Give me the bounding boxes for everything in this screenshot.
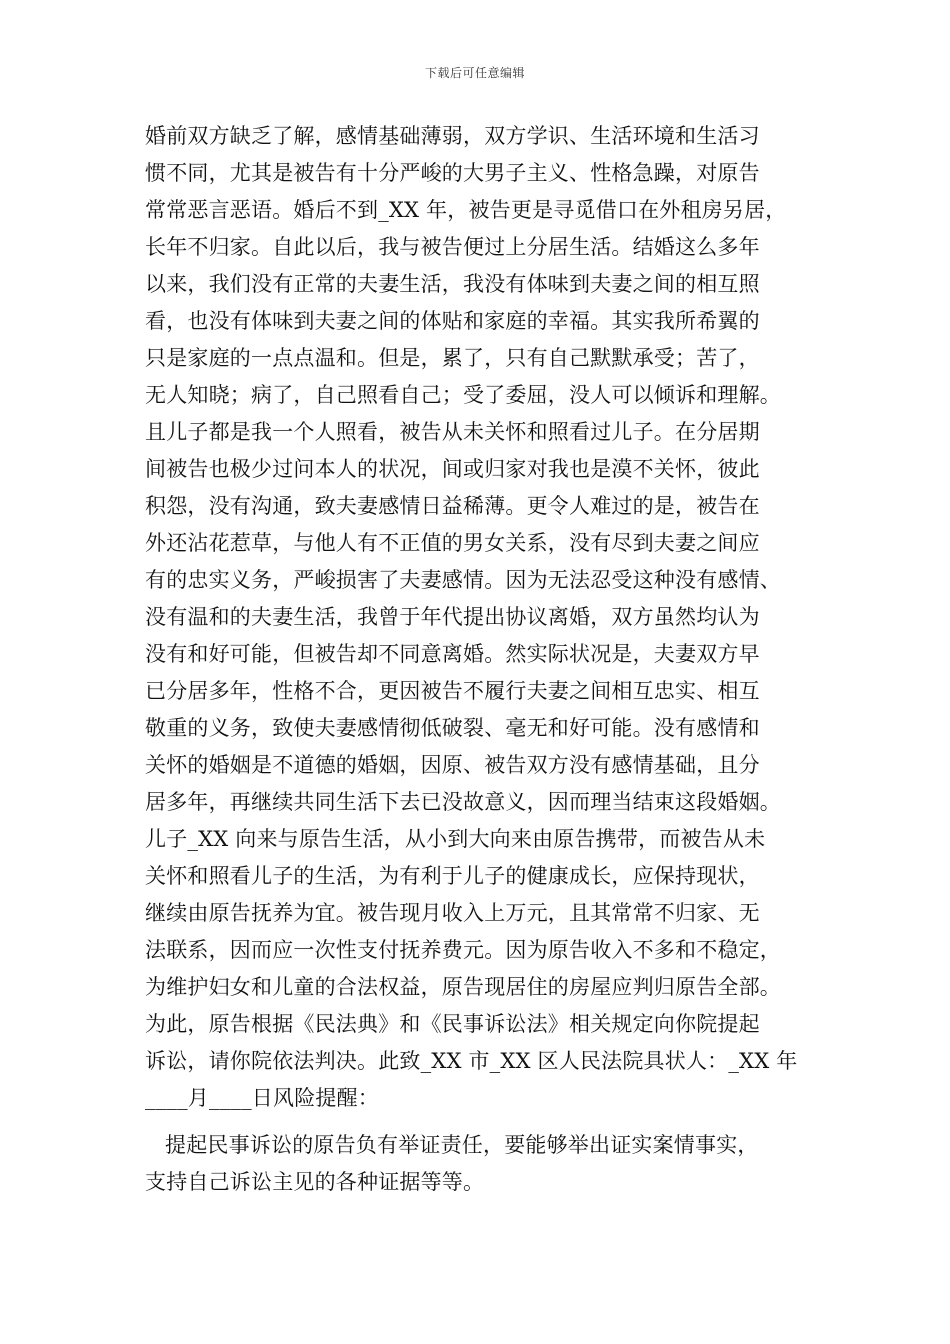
text-line: 婚前双方缺乏了解，感情基础薄弱，双方学识、生活环境和生活习 <box>145 124 760 148</box>
text-line: 长年不归家。自此以后，我与被告便过上分居生活。结婚这么多年 <box>145 235 760 259</box>
text-line: 提起民事诉讼的原告负有举证责任，要能够举出证实案情事实， <box>165 1133 759 1157</box>
text-line: 看，也没有体味到夫妻之间的体贴和家庭的幸福。其实我所希翼的 <box>145 309 760 333</box>
text-line: 有的忠实义务，严峻损害了夫妻感情。因为无法忍受这种没有感情、 <box>145 568 781 592</box>
document-body <box>145 118 811 1201</box>
text-line: 儿子_XX 向来与原告生活，从小到大向来由原告携带，而被告从未 <box>145 827 766 851</box>
text-line: 常常恶言恶语。婚后不到_XX 年，被告更是寻觅借口在外租房另居， <box>145 198 787 222</box>
text-line: 无人知晓；病了，自己照看自己；受了委屈，没人可以倾诉和理解。 <box>145 383 781 407</box>
text-line: 没有和好可能，但被告却不同意离婚。然实际状况是，夫妻双方早 <box>145 642 760 666</box>
text-line: ____月____日风险提醒： <box>145 1086 379 1110</box>
text-line: 间被告也极少过问本人的状况，间或归家对我也是漠不关怀，彼此 <box>145 457 760 481</box>
text-line: 惯不同，尤其是被告有十分严峻的大男子主义、性格急躁，对原告 <box>145 161 760 185</box>
text-line: 关怀的婚姻是不道德的婚姻，因原、被告双方没有感情基础，且分 <box>145 753 760 777</box>
text-line: 以来，我们没有正常的夫妻生活，我没有体味到夫妻之间的相互照 <box>145 272 760 296</box>
text-line: 关怀和照看儿子的生活，为有利于儿子的健康成长，应保持现状， <box>145 864 760 888</box>
text-line: 支持自己诉讼主见的各种证据等等。 <box>145 1170 485 1194</box>
text-line: 没有温和的夫妻生活，我曾于年代提出协议离婚，双方虽然均认为 <box>145 605 760 629</box>
text-line: 敬重的义务，致使夫妻感情彻低破裂、毫无和好可能。没有感情和 <box>145 716 760 740</box>
text-line: 只是家庭的一点点温和。但是，累了，只有自己默默承受；苦了， <box>145 346 760 370</box>
text-line: 且儿子都是我一个人照看，被告从未关怀和照看过儿子。在分居期 <box>145 420 760 444</box>
text-line: 为维护妇女和儿童的合法权益，原告现居住的房屋应判归原告全部。 <box>145 975 781 999</box>
text-line: 居多年，再继续共同生活下去已没故意义，因而理当结束这段婚姻。 <box>145 790 781 814</box>
text-line: 法联系，因而应一次性支付抚养费元。因为原告收入不多和不稳定， <box>145 938 781 962</box>
text-line: 外还沾花惹草，与他人有不正值的男女关系，没有尽到夫妻之间应 <box>145 531 760 555</box>
text-line: 为此，原告根据《民法典》和《民事诉讼法》相关规定向你院提起 <box>145 1012 760 1036</box>
page-header: 下载后可任意编辑 <box>424 66 525 80</box>
text-line: 已分居多年，性格不合，更因被告不履行夫妻之间相互忠实、相互 <box>145 679 760 703</box>
text-line: 积怨，没有沟通，致夫妻感情日益稀薄。更令人难过的是，被告在 <box>145 494 760 518</box>
text-line: 诉讼，请你院依法判决。此致_XX 市_XX 区人民法院具状人：_XX 年 <box>145 1049 798 1073</box>
text-line: 继续由原告抚养为宜。被告现月收入上万元，且其常常不归家、无 <box>145 901 760 925</box>
